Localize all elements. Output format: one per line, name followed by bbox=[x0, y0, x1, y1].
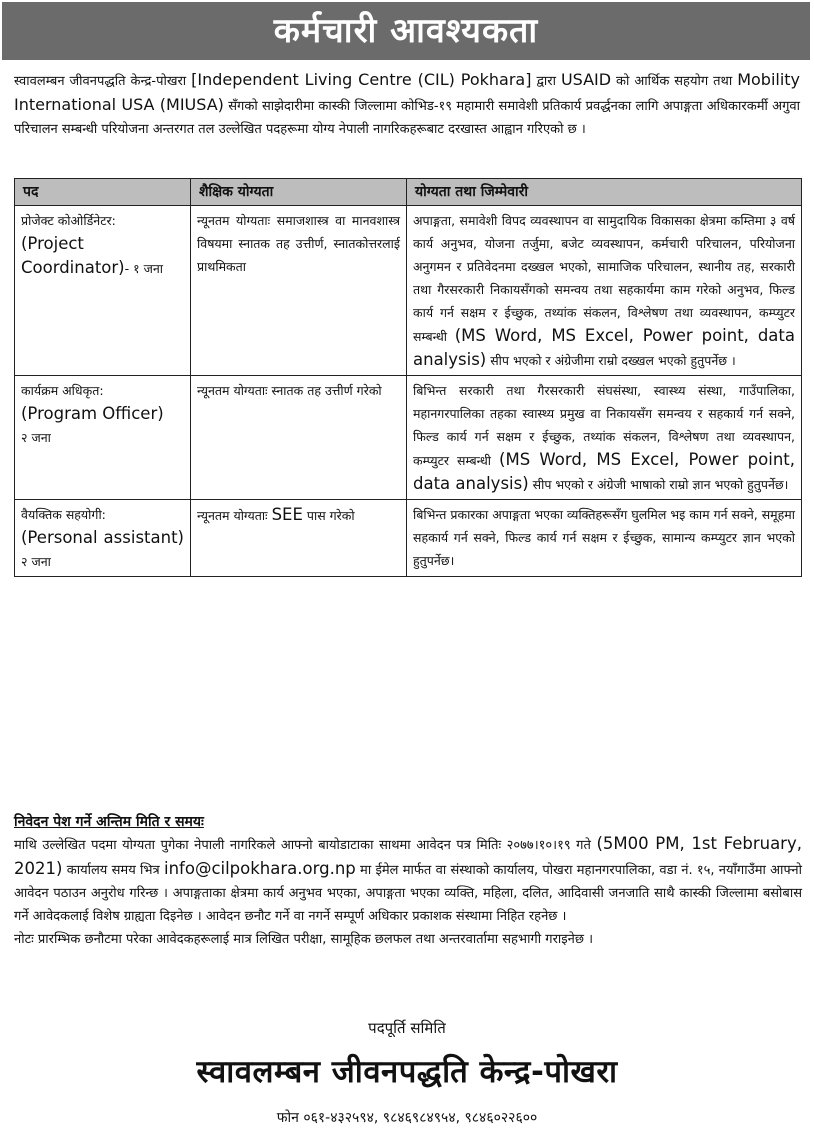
organization-name: स्वावलम्बन जीवनपद्धति केन्द्र-पोखरा bbox=[196, 1054, 618, 1090]
education-level: SEE bbox=[271, 505, 303, 524]
intro-org-name-en: [Independent Living Centre (CIL) Pokhara] bbox=[191, 70, 532, 89]
intro-text: द्वारा bbox=[531, 74, 561, 89]
phone-numbers: फोन ०६१-४३२५९४, ९८४६९८४९५४, ९८४६०२२६०० bbox=[276, 1110, 538, 1126]
post-title: कार्यक्रम अधिकृत: bbox=[21, 383, 104, 398]
responsibility-text: सीप भएको र अंग्रेजीमा राम्रो दख्खल भएको हुतुपर्नेछ । bbox=[486, 353, 736, 368]
responsibility-text: अपाङ्गता, समावेशी विपद व्यवस्थापन वा सामुदायिक विकासका क्षेत्रमा कम्तिमा ३ वर्ष कार्य अनुभव, योजना तर्जुमा, बजेट व्यवस्थापन, कर्मचारी परिचालन, परियोजना अनुगमन र प्रतिवेदनमा दख्खल भएको, सामाजिक परिचालन, स्थानीय तह, सरकारी तथा गैरसरकारी निकायसँगको समन्वय तथा सहकार्यमा काम गरेको अनुभव, फिल्ड कार्य गर्न सक्षम र ईच्छुक, तथ्यांक संकलन, विश्लेषण तथा व्यवस्थापन, कम्प्युटर सम्बन्धी bbox=[413, 213, 795, 344]
page-title: कर्मचारी आवश्यकता bbox=[2, 2, 810, 60]
table-row bbox=[15, 206, 802, 376]
post-cell bbox=[15, 376, 191, 500]
vacancy-table bbox=[14, 178, 802, 577]
responsibility-cell bbox=[407, 206, 802, 376]
table-row bbox=[15, 376, 802, 500]
post-count: २ जना bbox=[21, 430, 51, 445]
deadline-text: कार्यालय समय भित्र bbox=[62, 863, 164, 878]
post-cell bbox=[15, 500, 191, 577]
post-count: २ जना bbox=[21, 554, 51, 569]
responsibility-cell: बिभिन्त प्रकारका अपाङ्गता भएका व्यक्तिहरूसँग घुलमिल भइ काम गर्न सक्ने, समूहमा सहकार्य गर्न सक्ने, फिल्ड कार्य गर्न सक्षम र ईच्छुक, सामान्य कम्प्युटर ज्ञान भएको हुतुपर्नेछ। bbox=[407, 500, 802, 577]
post-count: - १ जना bbox=[124, 261, 164, 276]
post-title-en: (Program Officer) bbox=[21, 404, 164, 423]
intro-paragraph bbox=[14, 68, 800, 141]
deadline-paragraph bbox=[14, 832, 802, 928]
deadline-text: मा ईमेल मार्फत वा संस्थाको कार्यालय, पोखरा महानगरपालिका, वडा नं. १५, नयाँगाउँमा आफ्नो आवेदन पठाउन अनुरोध गरिन्छ । अपाङ्गताका क्षेत्रमा कार्य अनुभव भएका, अपाङ्गता भएका व्यक्ति, महिला, दलित, आदिवासी जनजाति साथै कास्की जिल्लामा बसोबास गर्ने आवेदकलाई विशेष ग्राह्यता दिइनेछ । आवेदन छनौट गर्ने वा नगर्ने सम्पूर्ण अधिकार प्रकाशक संस्थामा निहित रहनेछ । bbox=[14, 863, 802, 924]
committee-label: पदपूर्ति समिति bbox=[368, 1019, 446, 1037]
responsibility-text: बिभिन्त सरकारी तथा गैरसरकारी संघसंस्था, स्वास्थ्य संस्था, गाउँपालिका, महानगरपालिका तहका स्वास्थ्य प्रमुख वा निकायसँग समन्वय र सहकार्य गर्न सक्ने, फिल्ड कार्य गर्न सक्षम र ईच्छुक, तथ्यांक संकलन, विश्लेषण तथा व्यवस्थापन, कम्प्युटर सम्बन्धी bbox=[413, 383, 795, 468]
education-cell: न्यूनतम योग्यताः स्नातक तह उत्तीर्ण गरेको bbox=[191, 376, 407, 500]
post-title: प्रोजेक्ट कोओर्डिनेटर: bbox=[21, 213, 116, 228]
intro-donor: USAID bbox=[560, 70, 612, 89]
table-header-row bbox=[15, 179, 802, 206]
deadline-text: माथि उल्लेखित पदमा योग्यता पुगेका नेपाली नागरिकले आफ्नो बायोडाटाका साथमा आवेदन पत्र मितिः २०७७।१०।१९ गते bbox=[14, 838, 597, 853]
deadline-date-en: (5M00 PM, 1st February, 2021) bbox=[14, 834, 802, 878]
deadline-section bbox=[14, 812, 802, 951]
note-text: नोटः प्रारम्भिक छनौटमा परेका आवेदकहरूलाई मात्र लिखित परीक्षा, सामूहिक छलफल तथा अन्तरवार्तामा सहभागी गराइनेछ । bbox=[14, 932, 594, 947]
software-list: (MS Word, MS Excel, Power point, data analysis) bbox=[413, 450, 795, 493]
education-cell bbox=[191, 500, 407, 577]
intro-text: को आर्थिक सहयोग तथा bbox=[611, 74, 738, 89]
responsibility-text: सीप भएको र अंग्रेजी भाषाको राम्रो ज्ञान भएको हुतुपर्नेछ। bbox=[528, 477, 789, 492]
intro-text: स्वावलम्बन जीवनपद्धति केन्द्र-पोखरा bbox=[14, 74, 192, 89]
intro-text: सँगको साझेदारीमा कास्की जिल्लामा कोभिड-१९ महामारी समावेशी प्रतिकार्य प्रवर्द्धनका लागि अपाङ्गता अधिकारकर्मी अगुवा परिचालन सम्बन्धी परियोजना अन्तरगत तल उल्लेखित पदहरूमा योग्य नेपाली नागरिकहरूबाट दरखास्त आह्वान गरिएको छ । bbox=[14, 99, 800, 137]
education-text: पास गरेको bbox=[302, 508, 355, 523]
column-header-responsibility: योग्यता तथा जिम्मेवारी bbox=[407, 179, 802, 206]
deadline-heading: निवेदन पेश गर्ने अन्तिम मिति र समयः bbox=[14, 814, 204, 830]
email-link[interactable]: info@cilpokhara.org.np bbox=[164, 859, 356, 878]
column-header-education: शैक्षिक योग्यता bbox=[191, 179, 407, 206]
responsibility-cell bbox=[407, 376, 802, 500]
software-list: (MS Word, MS Excel, Power point, data analysis) bbox=[413, 326, 796, 369]
post-cell bbox=[15, 206, 191, 376]
education-text: न्यूनतम योग्यताः bbox=[197, 508, 272, 523]
post-title-en: (Project Coordinator) bbox=[21, 234, 125, 277]
post-title: वैयक्तिक सहयोगी: bbox=[21, 507, 106, 522]
intro-partner: Mobility International USA (MIUSA) bbox=[14, 70, 801, 114]
column-header-post: पद bbox=[15, 179, 191, 206]
table-row bbox=[15, 500, 802, 577]
education-cell: न्यूनतम योग्यताः समाजशास्त्र वा मानवशास्त्र विषयमा स्नातक तह उत्तीर्ण, स्नातकोत्तरलाई प्राथमिकता bbox=[191, 206, 407, 376]
post-title-en: (Personal assistant) bbox=[21, 528, 184, 547]
